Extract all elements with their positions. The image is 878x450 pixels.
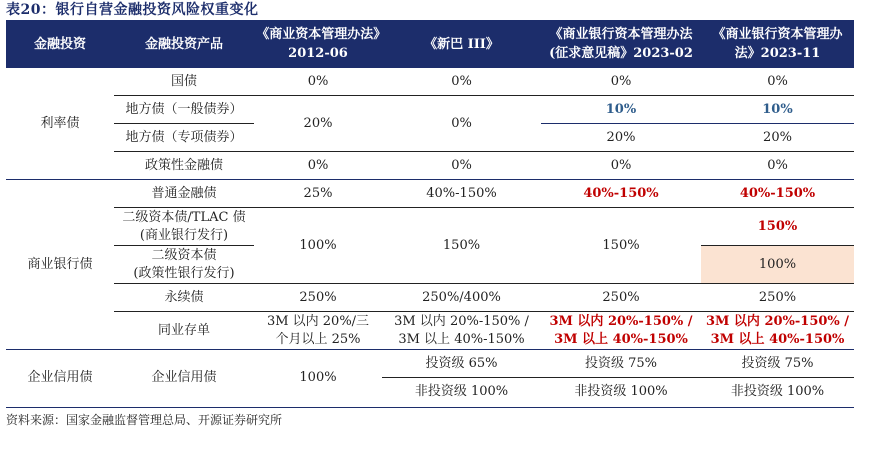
value-cell: 100% <box>254 208 382 284</box>
value-line: 3M 以内 20%-150% / <box>394 313 529 329</box>
value-cell: 40%-150% <box>541 180 701 208</box>
value-cell: 0% <box>610 73 632 89</box>
table-row <box>6 284 854 312</box>
group-label-corporate-bonds: 企业信用债 <box>6 350 114 406</box>
value-cell: 250%/400% <box>382 284 541 312</box>
value-cell: 0% <box>767 73 788 89</box>
table-row <box>6 350 854 378</box>
product-line: 二级资本债 <box>151 247 217 263</box>
value-cell: 非投资级 100% <box>382 378 541 406</box>
value-cell: 投资级 75% <box>701 350 854 378</box>
value-cell: 150% <box>541 208 701 284</box>
table-bottom-rule <box>6 407 854 408</box>
product-cell: 政策性金融债 <box>114 152 254 180</box>
product-cell: 企业信用债 <box>114 350 254 406</box>
value-cell: 0% <box>541 152 701 180</box>
value-line: 3M 以内 20%-150% / <box>549 313 693 329</box>
value-line: 3M 以内 20%/三 <box>266 313 370 329</box>
value-cell: 40%-150% <box>701 180 854 208</box>
product-cell: 国债 <box>170 73 197 89</box>
product-cell <box>114 208 254 246</box>
product-cell: 普通金融债 <box>114 180 254 208</box>
product-cell <box>114 246 254 284</box>
value-line: 个月以上 25% <box>275 331 361 347</box>
product-line: 二级资本债/TLAC 债 <box>122 209 246 225</box>
header-investment-product: 金融投资产品 <box>114 20 254 68</box>
product-cell: 地方债（专项债券） <box>114 124 254 152</box>
value-cell <box>701 312 854 350</box>
table-row <box>6 312 854 350</box>
value-cell: 非投资级 100% <box>701 378 854 406</box>
value-line: 3M 以上 40%-150% <box>398 331 525 347</box>
header-row <box>6 20 854 68</box>
value-cell: 250% <box>541 284 701 312</box>
value-cell: 0% <box>701 152 854 180</box>
header-financial-investment: 金融投资 <box>6 20 114 68</box>
value-cell: 40%-150% <box>382 180 541 208</box>
header-basel-iii: 《新巴 III》 <box>382 20 541 68</box>
table-row <box>6 152 854 180</box>
value-cell: 0% <box>382 96 541 152</box>
table-row <box>6 208 854 246</box>
product-cell: 地方债（一般债券） <box>114 96 254 124</box>
value-cell: 20% <box>701 124 854 152</box>
value-cell: 20% <box>254 96 382 152</box>
table-row <box>6 96 854 124</box>
value-cell: 250% <box>701 284 854 312</box>
value-line: 3M 以内 20%-150% / <box>705 313 850 329</box>
product-cell: 同业存单 <box>114 312 254 350</box>
product-line: (政策性银行发行) <box>133 265 235 281</box>
value-cell: 250% <box>254 284 382 312</box>
header-2012-regulation: 《商业资本管理办法》2012-06 <box>254 20 382 68</box>
value-cell: 150% <box>701 208 854 246</box>
table-row <box>6 180 854 208</box>
value-cell: 100% <box>254 350 382 406</box>
table-title: 表20：银行自营金融投资风险权重变化 <box>6 2 259 18</box>
value-cell: 0% <box>451 73 472 89</box>
risk-weight-table <box>6 20 854 405</box>
value-cell <box>382 312 541 350</box>
product-cell: 永续债 <box>114 284 254 312</box>
value-cell: 25% <box>254 180 382 208</box>
header-2023-draft: 《商业银行资本管理办法(征求意见稿》2023-02 <box>541 20 701 68</box>
product-line: (商业银行发行) <box>139 227 229 243</box>
value-cell: 150% <box>382 208 541 284</box>
header-2023-final: 《商业银行资本管理办法》2023-11 <box>701 20 854 68</box>
group-label-rate-bonds: 利率债 <box>40 115 80 131</box>
value-cell: 投资级 75% <box>541 350 701 378</box>
value-line: 3M 以上 40%-150% <box>554 331 688 347</box>
value-cell: 0% <box>382 152 541 180</box>
source-note: 资料来源：国家金融监督管理总局、开源证券研究所 <box>6 413 283 427</box>
value-cell <box>541 312 701 350</box>
value-cell-highlighted: 100% <box>701 246 854 284</box>
value-cell: 10% <box>701 96 854 124</box>
value-cell: 0% <box>307 73 329 89</box>
value-cell: 非投资级 100% <box>541 378 701 406</box>
value-cell <box>254 312 382 350</box>
value-cell: 20% <box>541 124 701 152</box>
value-cell: 投资级 65% <box>382 350 541 378</box>
value-line: 3M 以上 40%-150% <box>710 331 845 347</box>
table-row <box>6 68 854 96</box>
group-label-commercial-bank-bonds: 商业银行债 <box>6 180 114 350</box>
value-cell: 10% <box>541 96 701 124</box>
value-cell: 0% <box>254 152 382 180</box>
